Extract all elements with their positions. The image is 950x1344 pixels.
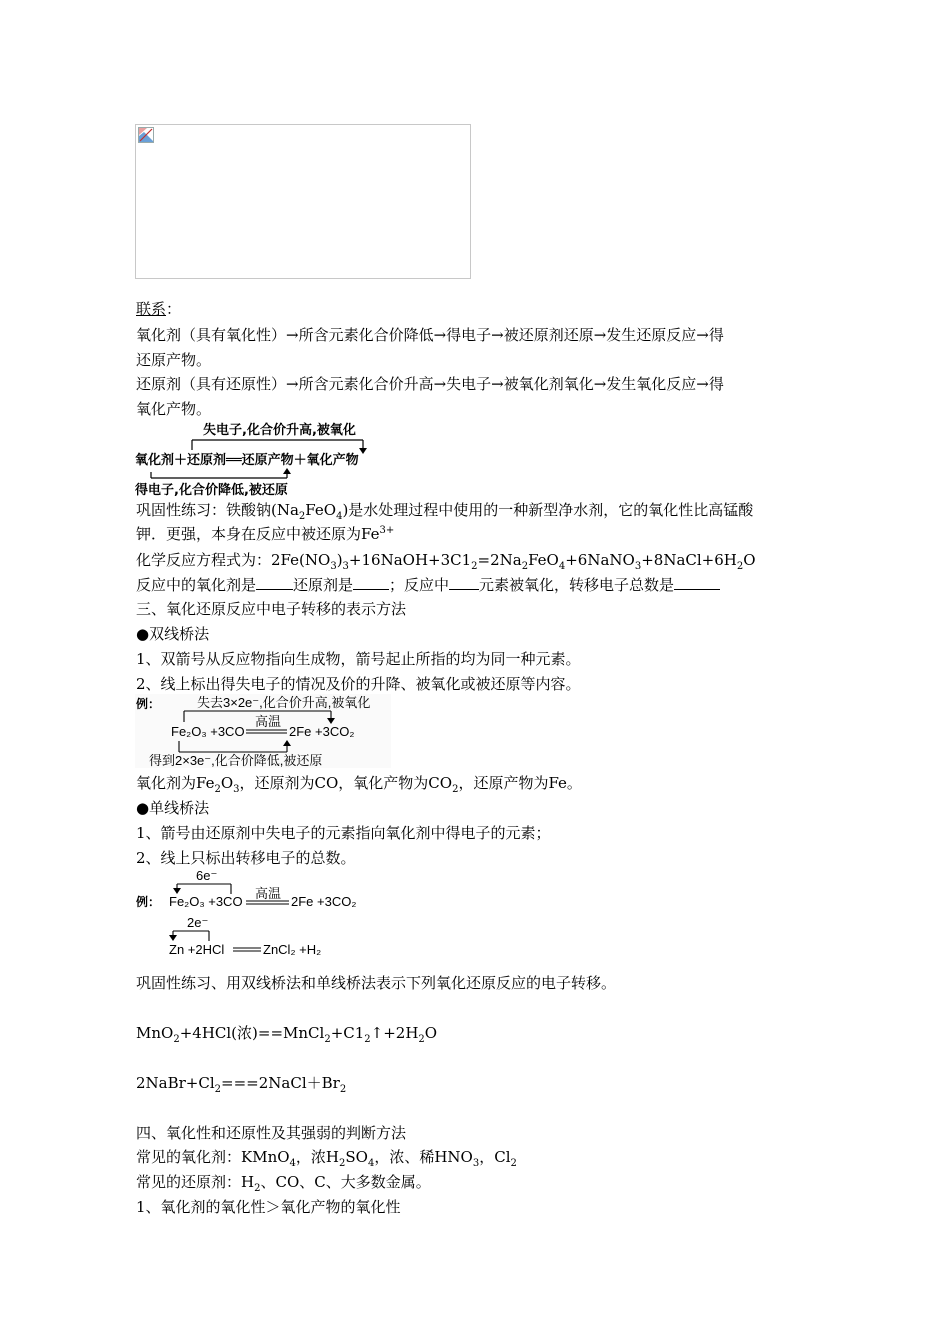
diagram3-eq1-left: Fe₂O₃ +3CO <box>169 894 243 909</box>
oxidants-sub: 2 <box>510 1158 517 1169</box>
section4-title: 四、氧化性和还原性及其强弱的判断方法 <box>136 1124 407 1142</box>
note-sub: 2 <box>452 784 459 795</box>
oxidants-text: 常见的氧化剂：KMnO <box>136 1148 290 1166</box>
oxidants-sub: 4 <box>367 1158 375 1169</box>
oxidants-text: ，浓、稀HNO <box>374 1148 473 1166</box>
practice1-sub-a: 2 <box>298 511 306 522</box>
note-text: 氧化剂为Fe <box>136 774 215 792</box>
practice1-sup: 3+ <box>379 525 395 536</box>
reductants-text: 、CO、C、大多数金属。 <box>260 1173 431 1191</box>
double-bridge-diagram <box>135 694 391 768</box>
eq-part: =2Na <box>477 551 522 569</box>
practice1-question <box>136 575 720 595</box>
diagram2-reactants: Fe₂O₃ +3CO <box>171 724 245 739</box>
eq-part: +16NaOH+3C1 <box>348 551 472 569</box>
eq-sub: 2 <box>418 1034 425 1045</box>
eq-sub: 2 <box>521 561 529 572</box>
arrow-up-icon <box>283 468 291 474</box>
diagram2-example: 例： <box>136 697 161 711</box>
note-text: ，还原剂为CO，氧化产物为CO <box>239 774 453 792</box>
common-reductants <box>136 1172 431 1192</box>
question-text: 元素被氧化，转移电子总数是 <box>479 576 675 594</box>
oxidants-text: ，浓H <box>295 1148 339 1166</box>
single-bridge-item-1: 1、箭号由还原剂中失电子的元素指向氧化剂中得电子的元素； <box>136 824 551 842</box>
oxidants-sub: 4 <box>289 1158 296 1169</box>
eq-part: O <box>424 1024 438 1042</box>
eq-sub: 2 <box>214 1084 222 1095</box>
practice2-equation-1 <box>136 1023 437 1043</box>
relation-heading-line <box>136 299 181 319</box>
diagram3-example: 例： <box>136 895 161 909</box>
diagram3-electrons-1: 6e⁻ <box>196 868 218 883</box>
practice1-line-1 <box>136 500 753 520</box>
diagram3-eq1-right: 2Fe +3CO₂ <box>291 894 357 909</box>
eq-sub: 2 <box>736 561 744 572</box>
practice2-equation-2 <box>136 1073 346 1093</box>
eq-sub: 2 <box>324 1034 331 1045</box>
diagram2-top-label: 失去3×2e⁻,化合价升高,被氧化 <box>197 695 371 710</box>
section3-title: 三、氧化还原反应中电子转移的表示方法 <box>136 600 407 618</box>
eq-sub: 4 <box>558 561 566 572</box>
reductant-line-2: 氧化产物。 <box>136 400 212 418</box>
diagram1-bottom-label: 得电子,化合价降低,被还原 <box>135 483 288 498</box>
question-text: 反应中的氧化剂是 <box>136 576 257 594</box>
practice2-title: 巩固性练习、用双线桥法和单线桥法表示下列氧化还原反应的电子转移。 <box>136 974 617 992</box>
eq-sub: 2 <box>173 1034 180 1045</box>
answer-blank-electrons[interactable] <box>674 575 720 590</box>
diagram3-condition: 高温 <box>255 886 282 901</box>
oxidants-sub: 2 <box>339 1158 346 1169</box>
diagram3-eq2-left: Zn +2HCl <box>169 942 225 957</box>
diagram2-bottom-label: 得到2×3e⁻,化合价降低,被还原 <box>149 753 323 768</box>
eq-sub: 3 <box>634 561 642 572</box>
eq-part: ) <box>336 551 343 569</box>
single-bridge-title: ●单线桥法 <box>136 799 210 817</box>
eq-sub: 3 <box>342 561 349 572</box>
relation-heading: 联系 <box>136 300 167 318</box>
diagram1-top-label: 失电子,化合价升高,被氧化 <box>203 423 356 438</box>
reductants-sub: 2 <box>254 1183 261 1194</box>
practice1-line-2 <box>136 524 394 544</box>
answer-blank-element[interactable] <box>449 575 479 590</box>
arrow-down-icon <box>359 448 367 454</box>
answer-blank-oxidant[interactable] <box>256 575 293 590</box>
rule-1: 1、氧化剂的氧化性＞氧化产物的氧化性 <box>136 1198 401 1216</box>
diagram2-condition: 高温 <box>255 714 282 729</box>
eq-part: MnO <box>136 1024 174 1042</box>
single-bridge-diagram <box>135 868 375 960</box>
diagram1-equation: 氧化剂＋还原剂══还原产物＋氧化产物 <box>135 453 359 468</box>
eq-label: 化学反应方程式为： <box>136 551 272 569</box>
double-bridge-note <box>136 773 582 793</box>
diagram2-products: 2Fe +3CO₂ <box>289 724 355 739</box>
question-text: ；反应中 <box>389 576 450 594</box>
eq-part: FeO <box>528 551 559 569</box>
eq-sub: 2 <box>364 1034 371 1045</box>
note-text: O <box>220 774 234 792</box>
eq-sub: 2 <box>339 1084 347 1095</box>
oxidants-text: SO <box>345 1148 368 1166</box>
oxidant-line-1: 氧化剂（具有氧化性）→所含元素化合价降低→得电子→被还原剂还原→发生还原反应→得 <box>136 326 724 344</box>
eq-part: +C1 <box>330 1024 365 1042</box>
eq-part: +4HCl(浓)==MnCl <box>179 1024 325 1042</box>
note-sub: 3 <box>233 784 240 795</box>
practice1-sub-b: 4 <box>336 511 343 522</box>
double-bridge-title: ●双线桥法 <box>136 625 210 643</box>
redox-relation-diagram <box>135 420 405 498</box>
diagram3-eq2-right: ZnCl₂ +H₂ <box>263 942 322 957</box>
practice1-equation <box>136 550 756 570</box>
practice1-text-b: FeO <box>305 501 337 519</box>
eq-part: ===2NaCl＋Br <box>221 1074 340 1092</box>
answer-blank-reductant[interactable] <box>353 575 389 590</box>
reductant-line-1: 还原剂（具有还原性）→所含元素化合价升高→失电子→被氧化剂氧化→发生氧化反应→得 <box>136 375 724 393</box>
arrow-down-icon <box>169 935 177 941</box>
diagram3-electrons-2: 2e⁻ <box>187 915 209 930</box>
double-bridge-item-2: 2、线上标出得失电子的情况及价的升降、被氧化或被还原等内容。 <box>136 675 581 693</box>
common-oxidants <box>136 1147 517 1167</box>
practice1-text-c: )是水处理过程中使用的一种新型净水剂，它的氧化性比高锰酸 <box>342 501 754 519</box>
oxidant-line-2: 还原产物。 <box>136 351 212 369</box>
broken-image-icon <box>138 127 154 143</box>
eq-part: 2NaBr+Cl <box>136 1074 215 1092</box>
eq-part: +6NaNO <box>565 551 635 569</box>
single-bridge-item-2: 2、线上只标出转移电子的总数。 <box>136 849 356 867</box>
eq-sub: 2 <box>471 561 478 572</box>
eq-part: O <box>743 551 756 569</box>
eq-part: +8NaCl+6H <box>641 551 737 569</box>
oxidants-sub: 3 <box>472 1158 480 1169</box>
note-sub: 2 <box>214 784 221 795</box>
double-bridge-item-1: 1、双箭号从反应物指向生成物，箭号起止所指的均为同一种元素。 <box>136 650 581 668</box>
relation-heading-colon: ： <box>166 300 182 318</box>
oxidants-text: ，Cl <box>479 1148 511 1166</box>
reductants-text: 常见的还原剂：H <box>136 1173 255 1191</box>
eq-part: ↑+2H <box>370 1024 419 1042</box>
eq-sub: 3 <box>330 561 337 572</box>
eq-part: 2Fe(NO <box>271 551 331 569</box>
note-text: ，还原产物为Fe。 <box>458 774 582 792</box>
question-text: 还原剂是 <box>293 576 354 594</box>
practice1-text-a: 巩固性练习：铁酸钠(Na <box>136 501 299 519</box>
broken-image <box>135 124 471 279</box>
practice1-text-d: 钾．更强，本身在反应中被还原为Fe <box>136 525 380 543</box>
